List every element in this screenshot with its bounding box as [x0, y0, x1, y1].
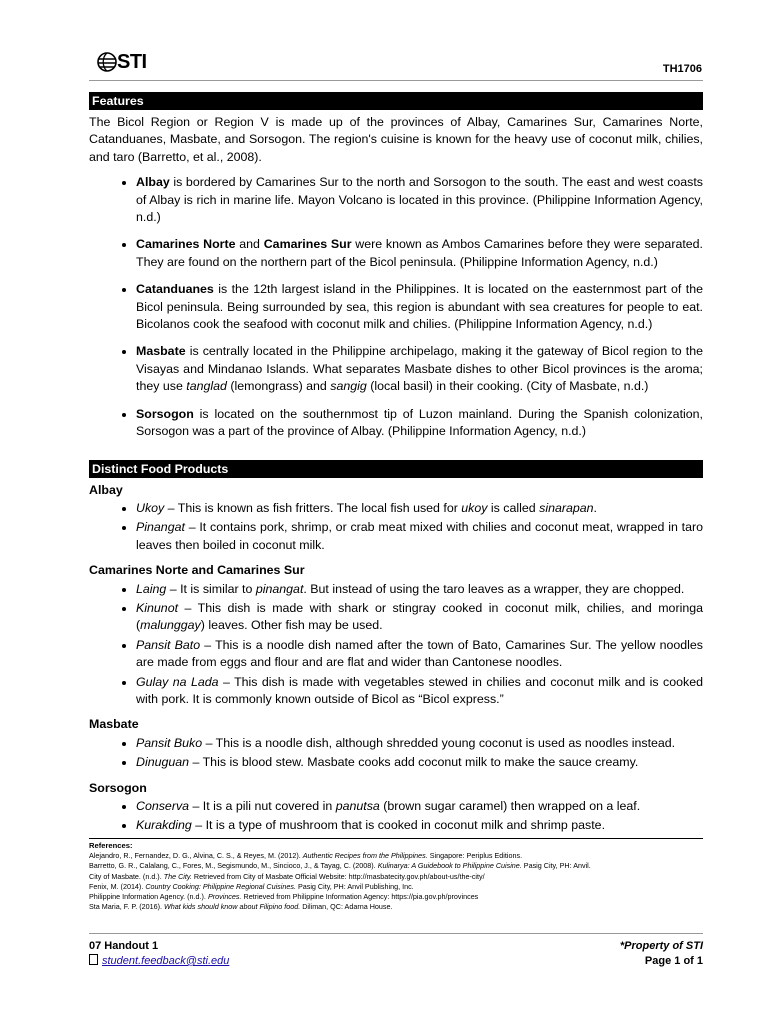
- features-heading: Features: [89, 92, 703, 110]
- albay-food-list: [89, 500, 703, 554]
- reference-item: Alejandro, R., Fernandez, D. G., Alvina, C. S., & Reyes, M. (2012). Authentic Recipes from the Philippines. Singapore: Periplus Editions.: [89, 851, 523, 861]
- reference-item: Fenix, M. (2014). Country Cooking: Philippine Regional Cuisines. Pasig City, PH: Anvil Publishing, Inc.: [89, 881, 414, 891]
- food-pinangat: • Pinangat – It contains pork, shrimp, or crab meat mixed with chilies and coconut meat, wrapped in taro leaves then boiled in coconut milk.: [136, 519, 703, 554]
- food-gulay-na-lada: • Gulay na Lada – This dish is made with vegetables stewed in chilies and coconut milk and is cooked with pork. It is commonly known outside of Bicol as “Bicol express.”: [136, 674, 703, 709]
- handout-label: 07 Handout 1: [89, 940, 159, 952]
- logo-text: STI: [117, 51, 147, 73]
- main-content: [89, 92, 703, 837]
- feedback-email-link[interactable]: student.feedback@sti.edu: [102, 955, 230, 967]
- features-intro: The Bicol Region or Region V is made up of the provinces of Albay, Camarines Sur, Camarines Norte, Catanduanes, Masbate, and Sorsogon. The region's cuisine is known for the heavy use of coconut milk, chilies, and taro (Barretto, et al., 2008).: [89, 115, 703, 164]
- document-code: TH1706: [662, 63, 702, 75]
- footer-divider: [89, 933, 703, 934]
- footer-left: [89, 939, 229, 969]
- references-divider: [89, 838, 703, 839]
- header-divider: [89, 80, 703, 81]
- sti-globe-icon: [97, 52, 117, 72]
- feature-albay: • Albay is bordered by Camarines Sur to the north and Sorsogon to the south. The east and west coasts of Albay is rich in marine life. Mayon Volcano is located in this province. (Philippine Information Agency, n.d.): [136, 174, 703, 226]
- region-sorsogon: Sorsogon: [89, 780, 147, 795]
- foods-heading: Distinct Food Products: [89, 460, 703, 478]
- feature-sorsogon: • Sorsogon is located on the southernmost tip of Luzon mainland. During the Spanish colonization, Sorsogon was a part of the province of Albay. (Philippine Information Agency, n.d.): [136, 406, 703, 441]
- region-albay: Albay: [89, 482, 123, 497]
- reference-item: City of Masbate. (n.d.). The City. Retrieved from City of Masbate Official Website: http://masbatecity.gov.ph/about-us/the-city/: [89, 871, 485, 881]
- camarines-food-list: [89, 581, 703, 709]
- food-kurakding: • Kurakding – It is a type of mushroom that is cooked in coconut milk and shrimp paste.: [136, 817, 703, 834]
- feature-camarines: • Camarines Norte and Camarines Sur were known as Ambos Camarines before they were separated. They are found on the northern part of the Bicol peninsula. (Philippine Information Agency, n.d.): [136, 236, 703, 271]
- references: [89, 841, 703, 912]
- feature-catanduanes: • Catanduanes is the 12th largest island in the Philippines. It is located on the easternmost part of the Bicol peninsula. Being surrounded by sea, this region is abundant with sea creatures for people to eat. Bicolanos cook the seafood with coconut milk and chilies. (Philippine Information Agency, n.d.): [136, 281, 703, 333]
- features-list: [89, 174, 703, 440]
- region-camarines: Camarines Norte and Camarines Sur: [89, 563, 305, 578]
- region-masbate: Masbate: [89, 717, 139, 732]
- property-label: *Property of STI: [619, 940, 703, 952]
- page-number: Page 1 of 1: [644, 955, 703, 967]
- feature-masbate: • Masbate is centrally located in the Philippine archipelago, making it the gateway of Bicol region to the Visayas and Mindanao Islands. What separates Masbate dishes to other Bicol provinces is the aroma; they use tanglad (lemongrass) and sangig (local basil) in their cooking. (City of Masbate, n.d.): [136, 343, 703, 395]
- food-pansit-buko: • Pansit Buko – This is a noodle dish, although shredded young coconut is used as noodles instead.: [136, 735, 703, 752]
- sti-logo: [97, 49, 147, 75]
- food-kinunot: • Kinunot – This dish is made with shark or stingray cooked in coconut milk, chilies, and moringa (malunggay) leaves. Other fish may be used.: [136, 600, 703, 635]
- food-dinuguan: • Dinuguan – This is blood stew. Masbate cooks add coconut milk to make the sauce creamy.: [136, 754, 703, 771]
- reference-item: Barretto, G. R., Calalang, C., Fores, M., Segismundo, M., Sincioco, J., & Tayag, C. (2008). Kulinarya: A Guidebook to Philippine Cuisine. Pasig City, PH: Anvil.: [89, 861, 591, 871]
- reference-item: Philippine Information Agency. (n.d.). Provinces. Retrieved from Philippine Information Agency: https://pia.gov.ph/provinces: [89, 892, 479, 902]
- food-pansit-bato: • Pansit Bato – This is a noodle dish named after the town of Bato, Camarines Sur. The yellow noodles are made from eggs and flour and are flat and wider than Cantonese noodles.: [136, 637, 703, 672]
- references-heading: References:: [89, 841, 133, 850]
- masbate-food-list: [89, 735, 703, 772]
- food-conserva: • Conserva – It is a pili nut covered in panutsa (brown sugar caramel) then wrapped on a leaf.: [136, 798, 703, 815]
- reference-item: Sta Maria, F. P. (2016). What kids should know about Filipino food. Diliman, QC: Adarna House.: [89, 902, 393, 912]
- footer-right: [620, 939, 703, 969]
- sorsogon-food-list: [89, 798, 703, 835]
- food-ukoy: • Ukoy – This is known as fish fritters. The local fish used for ukoy is called sinarapan.: [136, 500, 703, 517]
- mail-icon: [89, 954, 98, 965]
- food-laing: • Laing – It is similar to pinangat. But instead of using the taro leaves as a wrapper, they are chopped.: [136, 581, 703, 598]
